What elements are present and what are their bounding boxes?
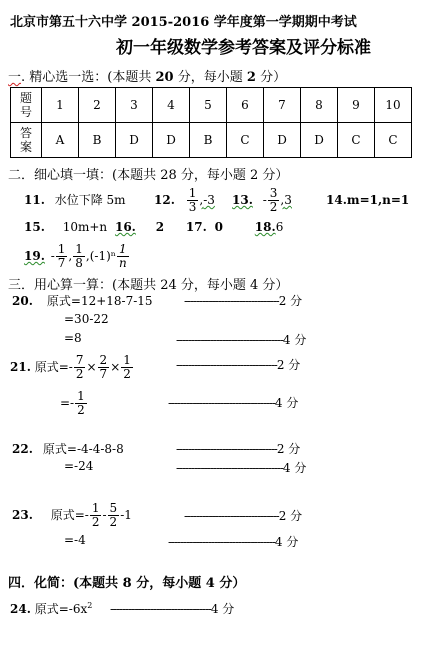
q15-to-18-row: 15. 10m+n 16. 2 17. 0 18.6 [24,220,284,234]
answer-cell: B [79,123,116,158]
question-number: 5 [190,88,227,123]
question-number: 3 [116,88,153,123]
document-title: 初一年级数学参考答案及评分标准 [116,38,371,58]
q23-line1: 23. 原式=- $\frac{1}{2}$ - $\frac{5}{2}$ -1 [12,501,132,529]
question-number: 10 [375,88,412,123]
question-number: 4 [153,88,190,123]
row-label-question: 题 号 [11,88,42,123]
q20-line1: 20. 原式=12+18-7-15 [12,294,153,308]
section4-heading: 四．化简：(本题共 8 分，每小题 4 分） [8,576,246,591]
table-row-numbers [11,88,412,123]
q19-row: 19. - $\frac{1}{7}$ , $\frac{1}{8}$ ,(-1)ⁿ $\frac{1}{n}$ [24,242,127,270]
question-number: 6 [227,88,264,123]
question-number: 8 [301,88,338,123]
q11-answer: 水位下降 5m [54,193,126,207]
answer-cell: C [338,123,375,158]
section1-heading: 一. 精心选一选：(本题共 20 分，每小题 2 分） [8,70,287,85]
q23-score2: -----------------------------------4 分 [168,535,299,549]
q22-line2: =-24 [64,459,94,473]
answer-table [10,87,412,158]
q22-score1: ---------------------------------2 分 [176,442,301,456]
question-number: 2 [79,88,116,123]
q20-score2: -----------------------------------4 分 [176,333,307,347]
section2-heading: 二．细心填一填：(本题共 28 分，每小题 2 分） [8,168,289,183]
q14-answer: 14.m=1,n=1 [326,193,410,207]
answer-cell: C [227,123,264,158]
q20-score1: -------------------------------2 分 [184,294,303,308]
q13-row: 13. - $\frac{3}{2}$ ,3 [232,186,292,214]
q22-score2: -----------------------------------4 分 [176,461,307,475]
school-title: 北京市第五十六中学 2015-2016 学年度第一学期期中考试 [10,15,357,30]
q21-score2: -----------------------------------4 分 [168,396,299,410]
q23-score1: -------------------------------2 分 [184,509,303,523]
q24-line1: 24. 原式$=-6x^2$ [10,601,93,616]
q20-line2: =30-22 [64,312,109,326]
q23-line2: =-4 [64,533,86,547]
answer-cell: A [42,123,79,158]
q21-score1: ---------------------------------2 分 [176,358,301,372]
answer-cell: B [190,123,227,158]
question-number: 1 [42,88,79,123]
q12-row: 12. $\frac{1}{3}$ ,-3 [154,186,215,214]
row-label-answer: 答 案 [11,123,42,158]
answer-cell: D [116,123,153,158]
q22-line1: 22. 原式=-4-4-8-8 [12,442,124,456]
answer-cell: D [264,123,301,158]
table-row-answers [11,123,412,158]
q21-line2: =- $\frac{1}{2}$ [60,389,85,417]
q24-score1: ---------------------------------4 分 [110,602,235,616]
q13-fraction: $\frac{3}{2}$ [269,186,278,214]
q12-fraction: $\frac{1}{3}$ [188,186,197,214]
question-number: 9 [338,88,375,123]
section3-heading: 三．用心算一算：(本题共 24 分，每小题 4 分） [8,278,289,293]
answer-cell: D [153,123,190,158]
q20-line3: =8 [64,331,82,345]
answer-cell: D [301,123,338,158]
q11-row: 11. 水位下降 5m [24,193,126,207]
question-number: 7 [264,88,301,123]
answer-cell: C [375,123,412,158]
q21-line1: 21. 原式=- $\frac{7}{2}$ × $\frac{2}{7}$ × $\frac{1}{2}$ [10,353,131,381]
